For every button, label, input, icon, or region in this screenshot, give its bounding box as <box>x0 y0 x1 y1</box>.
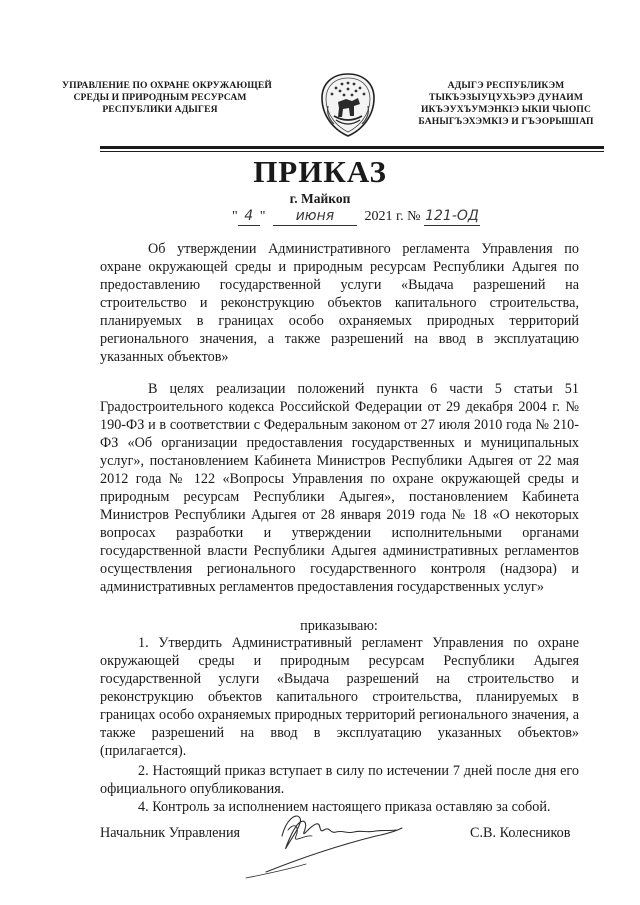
issuer-line: РЕСПУБЛИКИ АДЫГЕЯ <box>102 104 218 115</box>
document-date <box>232 207 552 226</box>
document-title: ПРИКАЗ <box>253 154 387 189</box>
issuer-line: ТЫКЪЭЗЫУЦУХЬЭРЭ ДУНАИМ <box>428 92 584 103</box>
date-year: 2021 г. № <box>364 209 421 224</box>
coat-of-arms-adygea-icon <box>318 72 378 138</box>
handwritten-signature <box>226 800 426 880</box>
header-divider <box>100 146 604 149</box>
issuer-line: БАНЫГЪЭХЭМКIЭ И ГЪЭОРЫШIАП <box>418 116 594 127</box>
issuer-adyghe <box>408 80 604 128</box>
order-item-2: 2. Настоящий приказ вступает в силу по истечении 7 дней после дня его официального опубликования. <box>100 763 579 797</box>
document-subject: Об утверждении Административного регламента Управления по охране окружающей среды и природным ресурсам Республики Адыгея по предоставлению государственной услуги «Выдача разрешений на строительство и реконструкцию объектов капитального строительства, планируемых в границах особо охраняемых природных территорий регионального значения, а также разрешений на ввод в эксплуатацию указанных объектов» <box>100 241 579 365</box>
issuer-line: СРЕДЫ И ПРИРОДНЫМ РЕСУРСАМ <box>73 92 247 103</box>
issuer-line: ИКЪЭУХЪУМЭНКIЭ ЫКIИ ЧЫОПС <box>420 104 592 115</box>
order-keyword: приказываю: <box>300 618 378 634</box>
order-item-4: 4. Контроль за исполнением настоящего приказа оставляю за собой. <box>138 799 551 815</box>
issuer-russian <box>62 80 272 116</box>
document-number: 121-ОД <box>425 208 479 224</box>
date-quote: " <box>232 209 238 224</box>
signatory-position: Начальник Управления <box>100 825 241 841</box>
header-divider <box>100 151 604 152</box>
document-city: г. Майкоп <box>289 191 351 206</box>
date-month: июня <box>273 207 357 226</box>
issuer-line: АДЫГЭ РЕСПУБЛИКЭМ <box>447 80 565 91</box>
preamble-paragraph: В целях реализации положений пункта 6 части 5 статьи 51 Градостроительного кодекса Российской Федерации от 29 декабря 2004 г. № 190-ФЗ и в соответствии с Федеральным законом от 27 июля 2010 года № 210-ФЗ «Об организации предоставления государственных и муниципальных услуг», постановлением Кабинета Министров Республики Адыгея от 22 мая 2012 года № 122 «Вопросы Управления по охране окружающей среды и природным ресурсам Республики Адыгея», постановлением Кабинета Министров Республики Адыгея от 28 января 2019 года № 18 «О некоторых вопросах разработки и утверждении исполнительными органами государственной власти Республики Адыгея административных регламентов осуществления регионального государственного контроля (надзора) и административных регламентов предоставления государственных услуг» <box>100 381 579 595</box>
date-quote: " <box>259 209 266 224</box>
signatory-name: С.В. Колесников <box>470 825 571 841</box>
order-item-1: 1. Утвердить Административный регламент Управления по охране окружающей среды и природным ресурсам Республики Адыгея государственной услуги «Выдача разрешений на строительство и реконструкцию объектов капитального строительства, планируемых в границах особо охраняемых природных территорий регионального значения, а также разрешений на ввод в эксплуатацию указанных объектов» (прилагается). <box>100 635 579 759</box>
date-day: 4 <box>238 207 260 226</box>
issuer-line: УПРАВЛЕНИЕ ПО ОХРАНЕ ОКРУЖАЮЩЕЙ <box>62 80 272 91</box>
